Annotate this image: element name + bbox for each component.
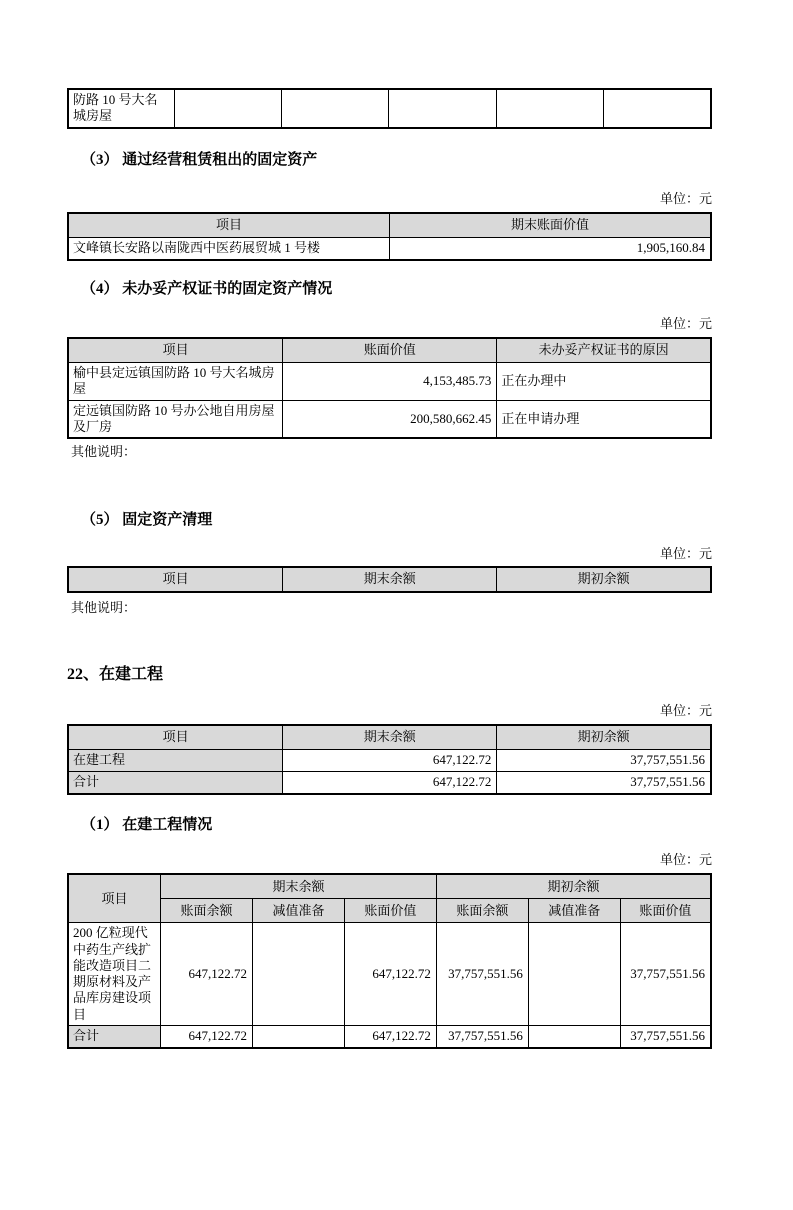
section-22-heading: 22、在建工程: [67, 665, 164, 683]
item-cell: 200 亿粒现代中药生产线扩能改造项目二期原材料及产品库房建设项目: [68, 923, 161, 1026]
beginning-book-value-cell: 37,757,551.56: [620, 1025, 711, 1048]
group-header-ending-balance: 期末余额: [161, 874, 437, 899]
unit-label: 单位：元: [659, 545, 712, 561]
subheader-impairment-provision: 减值准备: [528, 899, 620, 923]
beginning-balance-cell: 37,757,551.56: [497, 750, 711, 772]
item-cell: 在建工程: [68, 750, 283, 772]
unit-label: 单位：元: [659, 702, 712, 718]
operating-lease-assets-table: [67, 212, 712, 261]
empty-cell: [281, 89, 388, 128]
no-title-certificate-assets-table: [67, 337, 712, 439]
ending-balance-cell: 647,122.72: [283, 750, 497, 772]
other-note-label: 其他说明：: [71, 444, 137, 460]
empty-cell: [604, 89, 711, 128]
empty-cell: [174, 89, 281, 128]
subheader-book-value: 账面价值: [344, 899, 436, 923]
table-row: [68, 237, 711, 260]
reason-cell: 正在申请办理: [497, 400, 711, 438]
beginning-impairment-cell: [528, 923, 620, 1026]
other-note-label: 其他说明：: [71, 599, 137, 615]
empty-cell: [389, 89, 496, 128]
beginning-impairment-cell: [528, 1025, 620, 1048]
table-row-total: [68, 772, 711, 795]
subheader-book-value: 账面价值: [620, 899, 711, 923]
beginning-balance-cell: 37,757,551.56: [497, 772, 711, 795]
total-label-cell: 合计: [68, 1025, 161, 1048]
section-22-1-heading: （1） 在建工程情况: [81, 817, 213, 834]
table-row: [68, 750, 711, 772]
table-row-total: [68, 1025, 711, 1048]
column-header-item: 项目: [68, 874, 161, 923]
item-cell: 榆中县定远镇国防路 10 号大名城房屋: [68, 363, 283, 401]
unit-label: 单位：元: [659, 315, 712, 331]
column-header-reason: 未办妥产权证书的原因: [497, 338, 711, 363]
item-cell: 文峰镇长安路以南陇西中医药展贸城 1 号楼: [68, 237, 390, 260]
section-5-heading: （5） 固定资产清理: [81, 511, 213, 528]
column-header-beginning-balance: 期初余额: [497, 567, 711, 592]
value-cell: 4,153,485.73: [283, 363, 497, 401]
table-row: [68, 923, 711, 1026]
value-cell: 1,905,160.84: [390, 237, 712, 260]
column-header-item: 项目: [68, 725, 283, 750]
ending-impairment-cell: [253, 923, 345, 1026]
carryover-row-label: 防路 10 号大名城房屋: [68, 89, 174, 128]
table-row: [68, 363, 711, 401]
subheader-impairment-provision: 减值准备: [253, 899, 345, 923]
column-header-ending-balance: 期末余额: [283, 725, 497, 750]
empty-cell: [496, 89, 603, 128]
item-cell: 定远镇国防路 10 号办公地自用房屋及厂房: [68, 400, 283, 438]
subheader-book-balance: 账面余额: [161, 899, 253, 923]
beginning-book-balance-cell: 37,757,551.56: [436, 923, 528, 1026]
fixed-assets-disposal-table: [67, 566, 712, 593]
beginning-book-balance-cell: 37,757,551.56: [436, 1025, 528, 1048]
column-header-book-value: 账面价值: [283, 338, 497, 363]
ending-book-balance-cell: 647,122.72: [161, 1025, 253, 1048]
value-cell: 200,580,662.45: [283, 400, 497, 438]
beginning-book-value-cell: 37,757,551.56: [620, 923, 711, 1026]
column-header-item: 项目: [68, 338, 283, 363]
column-header-item: 项目: [68, 567, 283, 592]
section-4-heading: （4） 未办妥产权证书的固定资产情况: [81, 280, 333, 297]
ending-impairment-cell: [253, 1025, 345, 1048]
group-header-beginning-balance: 期初余额: [436, 874, 711, 899]
ending-book-value-cell: 647,122.72: [344, 923, 436, 1026]
reason-cell: 正在办理中: [497, 363, 711, 401]
section-3-heading: （3） 通过经营租赁租出的固定资产: [81, 151, 318, 168]
unit-label: 单位：元: [659, 852, 712, 868]
table-row: [68, 400, 711, 438]
column-header-beginning-balance: 期初余额: [497, 725, 711, 750]
ending-book-value-cell: 647,122.72: [344, 1025, 436, 1048]
column-header-ending-balance: 期末余额: [283, 567, 497, 592]
construction-in-progress-summary-table: [67, 724, 712, 795]
column-header-item: 项目: [68, 213, 390, 238]
ending-balance-cell: 647,122.72: [283, 772, 497, 795]
page-content: [67, 88, 712, 1049]
ending-book-balance-cell: 647,122.72: [161, 923, 253, 1026]
column-header-ending-book-value: 期末账面价值: [390, 213, 712, 238]
unit-label: 单位：元: [659, 190, 712, 206]
construction-in-progress-detail-table: [67, 873, 712, 1049]
carryover-fixed-assets-table: [67, 88, 712, 129]
total-label-cell: 合计: [68, 772, 283, 795]
subheader-book-balance: 账面余额: [436, 899, 528, 923]
